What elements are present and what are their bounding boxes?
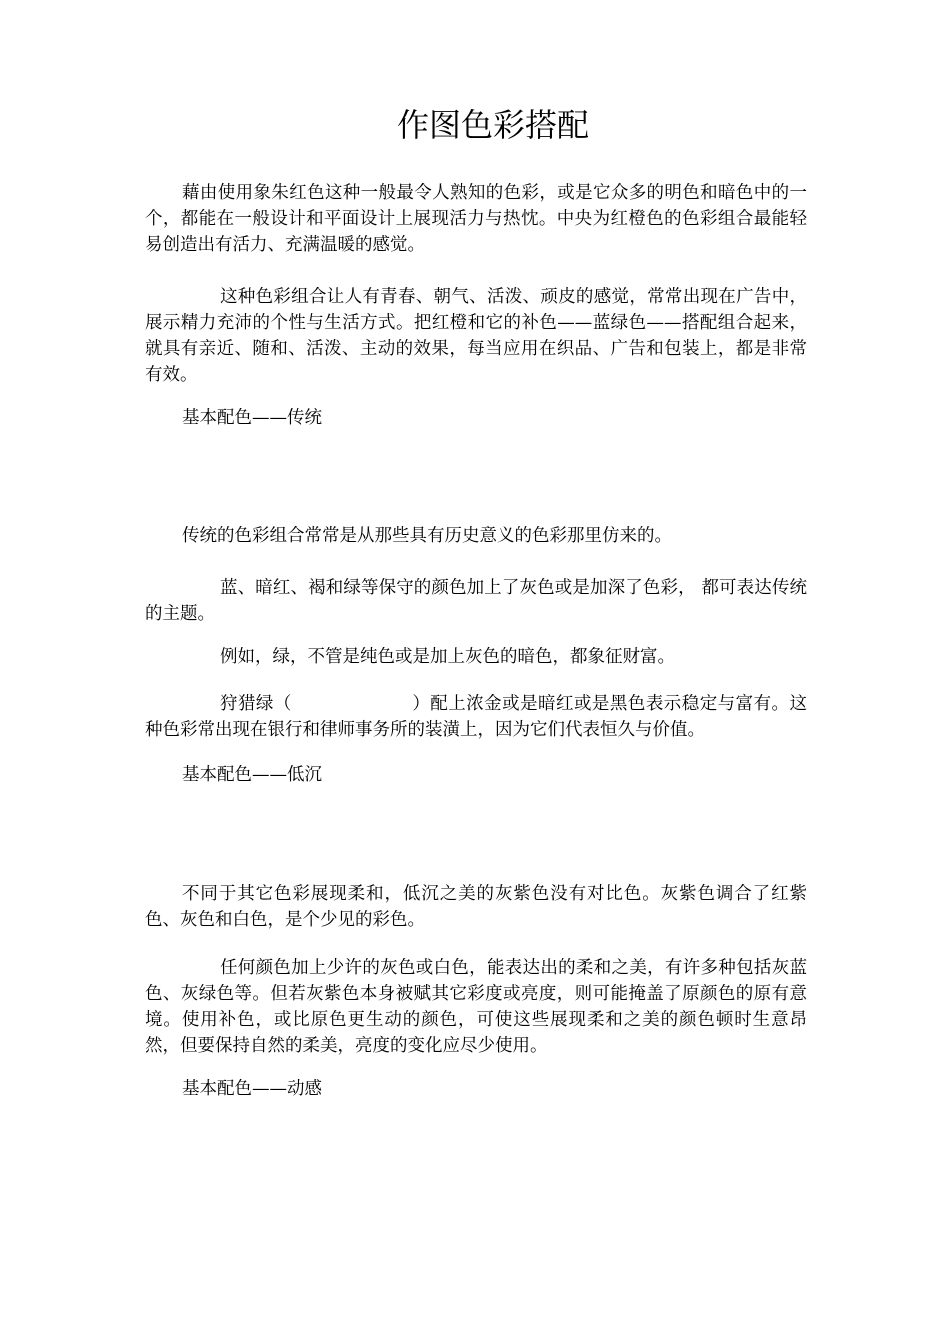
section-heading-traditional: 基本配色——传统	[182, 408, 322, 428]
section-heading-dynamic: 基本配色——动感	[182, 1079, 322, 1099]
paragraph-2: 这种色彩组合让人有青春、朝气、活泼、顽皮的感觉，常常出现在广告中，展示精力充沛的个性与生活方式。把红橙和它的补色——蓝绿色——搭配组合起来，就具有亲近、随和、活泼、主动的效果，每当应用在织品、广告和包装上，都是非常有效。	[145, 287, 807, 385]
paragraph-6-end: ）配上浓金或是暗红或是黑色表示稳定与富有。这种色彩常出现在银行和律师事务所的装潢上，因为它们代表恒久与价值。	[145, 694, 808, 740]
paragraph-3: 传统的色彩组合常常是从那些具有历史意义的色彩那里仿来的。	[182, 526, 672, 546]
paragraph-5: 例如，绿，不管是纯色或是加上灰色的暗色，都象征财富。	[220, 647, 675, 667]
paragraph-4: 蓝、暗红、褐和绿等保守的颜色加上了灰色或是加深了色彩， 都可表达传统的主题。	[145, 578, 807, 624]
section-heading-subdued: 基本配色——低沉	[182, 765, 322, 785]
paragraph-6	[145, 691, 807, 743]
document-title: 作图色彩搭配	[396, 106, 589, 144]
paragraph-1: 藉由使用象朱红色这种一般最令人熟知的色彩，或是它众多的明色和暗色中的一个，都能在一般设计和平面设计上展现活力与热忱。中央为红橙色的色彩组合最能轻易创造出有活力、充满温暖的感觉。	[145, 183, 807, 255]
paragraph-6-start: 狩猎绿（	[220, 694, 292, 714]
paragraph-8: 任何颜色加上少许的灰色或白色，能表达出的柔和之美，有许多种包括灰蓝色、灰绿色等。但若灰紫色本身被赋其它彩度或亮度，则可能掩盖了原颜色的原有意境。使用补色，或比原色更生动的颜色，可使这些展现柔和之美的颜色顿时生意昂然，但要保持自然的柔美，亮度的变化应尽少使用。	[145, 958, 807, 1056]
paragraph-7: 不同于其它色彩展现柔和，低沉之美的灰紫色没有对比色。灰紫色调合了红紫色、灰色和白色，是个少见的彩色。	[145, 884, 807, 930]
